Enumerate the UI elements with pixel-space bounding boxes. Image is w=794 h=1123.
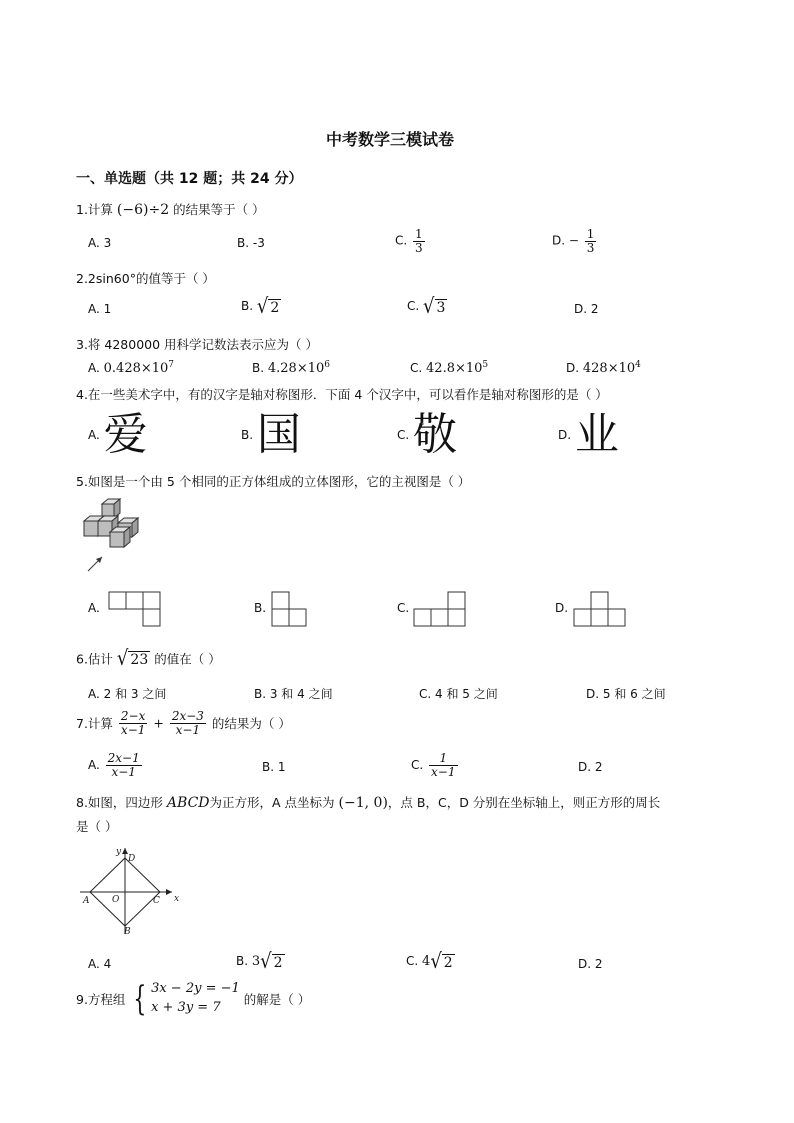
q9-prefix: 9.方程组 [76,991,126,1007]
q2-option-a[interactable]: A. 1 [88,302,112,316]
q4-c-char: 敬 [413,409,458,460]
q6-sqrt: √ 23 [116,646,149,671]
q3-c-expr: 42.8×10 [426,361,483,376]
q7-c-fraction: $\frac{1}{x-1}$ [431,751,456,779]
q8-c-sqrt: √ 2 [430,949,453,974]
q4-b-char: 国 [256,409,301,460]
question-1 [76,200,265,218]
q7-fraction-1: $\frac{2-x}{x-1}$ [120,709,146,737]
q3-a-exp: 7 [168,360,175,370]
q7-option-b[interactable]: B. 1 [262,760,286,774]
q1-d-label: D. [552,233,566,248]
q7-fraction-2: $\frac{2x-3}{x-1}$ [171,709,204,737]
q8-abcd: ABCD [166,795,210,811]
q7-suffix: 的结果为（ ） [211,716,291,732]
q8-fig-d-label: D [128,854,136,864]
q6-option-a[interactable]: A. 2 和 3 之间 [88,687,167,701]
q3-a-label: A. [88,361,100,375]
q8-coordinate: (−1, 0) [338,795,388,811]
q6-prefix: 6.估计 [76,651,113,667]
question-3: 3.将 4280000 用科学记数法表示应为（ ） [76,337,319,352]
q8-fig-c-label: C [153,896,160,906]
q6-suffix: 的值在（ ） [154,651,221,667]
q1-prefix: 1.计算 [76,202,113,217]
q3-b-exp: 6 [324,360,330,370]
q4-d-char: 业 [574,409,619,460]
q8-option-a[interactable]: A. 4 [88,957,112,971]
q5-option-d[interactable]: D. [555,601,569,615]
q4-a-label: A. [88,428,100,442]
q3-d-expr: 428×10 [582,361,636,376]
q7-option-a[interactable] [88,752,144,778]
q3-d-exp: 4 [635,360,641,370]
q5-option-b[interactable]: B. [254,601,267,615]
q3-a-expr: 0.428×10 [103,361,169,376]
q7-a-label: A. [88,758,100,773]
q1-c-fraction: $\frac{1}{3}$ [415,227,423,255]
q4-option-b[interactable] [241,409,301,460]
q3-option-d[interactable] [566,360,641,376]
question-4: 4.在一些美术字中，有的汉字是轴对称图形．下面 4 个汉字中，可以看作是轴对称图形的是（ ） [76,387,608,402]
q9-equation-2: x + 3y = 7 [151,999,221,1015]
q5-option-a[interactable]: A. [88,601,100,615]
q8-b-label: B. [236,954,249,968]
q2-option-c[interactable] [407,296,447,317]
question-8-line-1 [76,793,660,811]
q7-prefix: 7.计算 [76,716,113,732]
q4-d-label: D. [558,428,572,442]
q4-a-char: 爱 [103,409,148,460]
q1-c-label: C. [395,233,408,248]
question-7 [76,710,291,736]
q7-plus: + [153,715,164,731]
q5-option-c[interactable]: C. [397,601,410,615]
question-8-line-2: 是（ ） [76,819,118,834]
q8-option-c[interactable] [406,951,455,972]
q8-option-b[interactable] [236,951,285,972]
question-5: 5.如图是一个由 5 个相同的正方体组成的立体图形，它的主视图是（ ） [76,474,471,489]
q9-equation-system: { 3x − 2y = −1 x + 3y = 7 [133,978,240,1019]
q7-option-d[interactable]: D. 2 [578,760,603,774]
q3-option-a[interactable] [88,360,174,376]
q3-option-c[interactable] [410,360,488,376]
q3-b-label: B. [252,361,265,375]
q8-c-coef: 4 [422,954,431,969]
q2-b-label: B. [241,299,254,313]
q1-option-d[interactable] [552,228,598,254]
q9-suffix: 的解是（ ） [243,991,311,1007]
q4-b-label: B. [241,428,254,442]
q8-text-b: 为正方形，A 点坐标为 [209,795,335,810]
q2-c-label: C. [407,299,420,313]
q8-fig-b-label: B [124,927,131,937]
q7-c-label: C. [411,758,424,773]
q3-d-label: D. [566,361,580,375]
q6-option-c[interactable]: C. 4 和 5 之间 [419,687,498,701]
q5-option-d-figure [573,590,629,630]
q4-option-c[interactable] [397,409,458,460]
q7-a-fraction: $\frac{2x-1}{x-1}$ [107,751,140,779]
q1-expression: (−6)÷2 [116,202,170,218]
q3-option-b[interactable] [252,360,330,376]
q1-d-fraction: $\frac{1}{3}$ [586,227,595,255]
q4-c-label: C. [397,428,410,442]
section-heading: 一、单选题（共 12 题；共 24 分） [76,171,303,187]
q2-c-sqrt: √ 3 [423,294,446,319]
q5-option-b-figure [271,590,311,630]
q8-fig-a-label: A [83,896,90,906]
q1-option-c[interactable] [395,228,427,254]
q7-option-c[interactable] [411,752,460,778]
q2-b-sqrt: √ 2 [256,294,280,319]
q8-b-sqrt: √ 2 [260,949,283,974]
question-6 [76,648,221,669]
q1-option-a[interactable]: A. 3 [88,236,112,250]
q5-cube-figure [80,496,150,576]
q2-option-d[interactable]: D. 2 [574,302,599,316]
q1-d-sign: − [568,233,579,248]
q8-text-c: ，点 B，C，D 分别在坐标轴上，则正方形的周长 [387,795,661,810]
q9-equation-1: 3x − 2y = −1 [151,981,240,996]
q4-option-a[interactable] [88,409,148,460]
q6-option-d[interactable]: D. 5 和 6 之间 [586,687,666,701]
q8-fig-o-label: O [112,895,120,905]
q3-c-exp: 5 [482,360,489,370]
q1-suffix: 的结果等于（ ） [173,202,265,217]
q8-b-coef: 3 [251,954,261,969]
q8-c-label: C. [406,954,419,968]
q3-c-label: C. [410,361,423,375]
q2-option-b[interactable] [241,296,281,317]
q3-b-expr: 4.28×10 [267,361,325,376]
q5-option-c-figure [413,590,469,630]
q8-fig-y-label: y [116,847,122,857]
q8-fig-x-label: x [174,894,180,904]
question-9 [76,980,310,1018]
q5-option-a-figure [108,590,164,630]
q8-text-a: 8.如图，四边形 [76,795,163,810]
question-2: 2.2sin60°的值等于（ ） [76,271,215,286]
q1-option-b[interactable]: B. -3 [237,236,265,250]
q8-option-d[interactable]: D. 2 [578,957,603,971]
page-title: 中考数学三模试卷 [326,130,455,149]
q8-figure [80,846,180,936]
q6-option-b[interactable]: B. 3 和 4 之间 [254,687,333,701]
q4-option-d[interactable] [558,409,619,460]
